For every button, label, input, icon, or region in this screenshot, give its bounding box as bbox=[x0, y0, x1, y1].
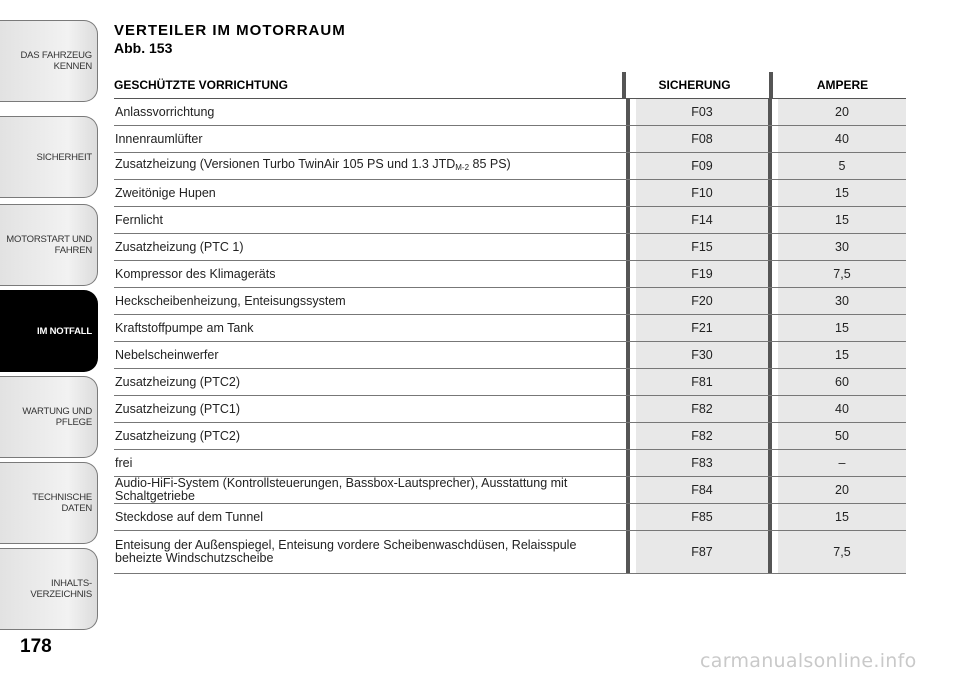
table-row bbox=[114, 504, 906, 531]
cell-ampere: 40 bbox=[778, 126, 906, 152]
tab-im-notfall[interactable]: IM NOTFALL bbox=[0, 290, 98, 372]
column-divider bbox=[768, 477, 772, 503]
cell-device: Zusatzheizung (PTC2) bbox=[115, 374, 241, 389]
column-divider bbox=[768, 234, 772, 260]
table-row bbox=[114, 99, 906, 126]
cell-ampere: 15 bbox=[778, 342, 906, 368]
cell-ampere: 15 bbox=[778, 207, 906, 233]
cell-fuse: F03 bbox=[636, 99, 768, 125]
fuse-table bbox=[114, 72, 906, 574]
tab-sicherheit[interactable]: SICHERHEIT bbox=[0, 116, 98, 198]
table-row bbox=[114, 342, 906, 369]
table-row bbox=[114, 261, 906, 288]
cell-device: Zweitönige Hupen bbox=[115, 185, 216, 200]
cell-device: Zusatzheizung (PTC2) bbox=[115, 428, 241, 443]
column-divider bbox=[626, 396, 630, 422]
cell-ampere: 15 bbox=[778, 315, 906, 341]
cell-fuse: F82 bbox=[636, 423, 768, 449]
cell-fuse: F85 bbox=[636, 504, 768, 530]
tab-technische-daten[interactable]: TECHNISCHE DATEN bbox=[0, 462, 98, 544]
column-divider bbox=[626, 315, 630, 341]
table-row bbox=[114, 477, 906, 504]
cell-device: Nebelscheinwerfer bbox=[115, 347, 219, 362]
cell-ampere: 40 bbox=[778, 396, 906, 422]
page-number: 178 bbox=[20, 636, 52, 657]
cell-device: Audio-HiFi-System (Kontrollsteuerungen, Bassbox-Lautsprecher), Ausstattung mit Schaltgetriebe bbox=[115, 476, 568, 503]
column-divider bbox=[626, 423, 630, 449]
table-row bbox=[114, 207, 906, 234]
column-divider bbox=[768, 450, 772, 476]
cell-device: Steckdose auf dem Tunnel bbox=[115, 509, 264, 524]
table-row bbox=[114, 180, 906, 207]
table-row bbox=[114, 423, 906, 450]
cell-fuse: F20 bbox=[636, 288, 768, 314]
cell-fuse: F83 bbox=[636, 450, 768, 476]
figure-reference: Abb. 153 bbox=[114, 40, 173, 56]
cell-ampere: 30 bbox=[778, 234, 906, 260]
header-device: GESCHÜTZTE VORRICHTUNG bbox=[114, 78, 288, 92]
cell-fuse: F10 bbox=[636, 180, 768, 206]
column-divider bbox=[768, 423, 772, 449]
column-divider bbox=[768, 288, 772, 314]
cell-ampere: 20 bbox=[778, 99, 906, 125]
chapter-sidebar bbox=[0, 0, 100, 640]
cell-fuse: F21 bbox=[636, 315, 768, 341]
cell-fuse: F84 bbox=[636, 477, 768, 503]
cell-ampere: 50 bbox=[778, 423, 906, 449]
cell-fuse: F81 bbox=[636, 369, 768, 395]
column-divider bbox=[768, 531, 772, 573]
table-row bbox=[114, 153, 906, 180]
column-divider bbox=[626, 477, 630, 503]
cell-device: Zusatzheizung (PTC1) bbox=[115, 401, 241, 416]
table-body bbox=[114, 99, 906, 574]
cell-fuse: F82 bbox=[636, 396, 768, 422]
cell-fuse: F30 bbox=[636, 342, 768, 368]
column-divider bbox=[626, 342, 630, 368]
watermark: carmanualsonline.info bbox=[700, 650, 917, 672]
column-divider bbox=[768, 504, 772, 530]
column-divider bbox=[768, 99, 772, 125]
column-divider bbox=[769, 72, 773, 98]
column-divider bbox=[768, 207, 772, 233]
cell-fuse: F08 bbox=[636, 126, 768, 152]
cell-device: Enteisung der Außenspiegel, Enteisung vordere Scheibenwaschdüsen, Relaisspule beheizte Windschutzscheibe bbox=[115, 538, 577, 565]
column-divider bbox=[626, 369, 630, 395]
table-row bbox=[114, 369, 906, 396]
tab-inhaltsverzeichnis[interactable]: INHALTS- VERZEICHNIS bbox=[0, 548, 98, 630]
column-divider bbox=[768, 369, 772, 395]
table-row bbox=[114, 234, 906, 261]
tab-das-fahrzeug-kennen[interactable]: DAS FAHRZEUG KENNEN bbox=[0, 20, 98, 102]
cell-device: Innenraumlüfter bbox=[115, 131, 203, 146]
table-row bbox=[114, 450, 906, 477]
cell-device: Heckscheibenheizung, Enteisungssystem bbox=[115, 293, 346, 308]
column-divider bbox=[626, 153, 630, 179]
cell-ampere: 30 bbox=[778, 288, 906, 314]
cell-fuse: F19 bbox=[636, 261, 768, 287]
table-header bbox=[114, 72, 906, 99]
header-ampere: AMPERE bbox=[816, 78, 869, 92]
table-row bbox=[114, 315, 906, 342]
column-divider bbox=[768, 396, 772, 422]
column-divider bbox=[626, 99, 630, 125]
cell-fuse: F09 bbox=[636, 153, 768, 179]
cell-device: frei bbox=[115, 455, 133, 470]
cell-device: Zusatzheizung (PTC 1) bbox=[115, 239, 244, 254]
cell-device: Kraftstoffpumpe am Tank bbox=[115, 320, 254, 335]
cell-device: Fernlicht bbox=[115, 212, 163, 227]
column-divider bbox=[626, 207, 630, 233]
column-divider bbox=[768, 315, 772, 341]
column-divider bbox=[768, 153, 772, 179]
cell-fuse: F87 bbox=[636, 531, 768, 573]
section-title: VERTEILER IM MOTORRAUM bbox=[114, 22, 346, 39]
column-divider bbox=[768, 126, 772, 152]
cell-ampere: 60 bbox=[778, 369, 906, 395]
column-divider bbox=[626, 504, 630, 530]
table-row bbox=[114, 288, 906, 315]
column-divider bbox=[768, 180, 772, 206]
cell-fuse: F15 bbox=[636, 234, 768, 260]
column-divider bbox=[626, 126, 630, 152]
table-row bbox=[114, 396, 906, 423]
column-divider bbox=[768, 342, 772, 368]
column-divider bbox=[626, 288, 630, 314]
column-divider bbox=[626, 531, 630, 573]
cell-ampere: 15 bbox=[778, 180, 906, 206]
column-divider bbox=[626, 180, 630, 206]
cell-ampere: 20 bbox=[778, 477, 906, 503]
cell-ampere: 7,5 bbox=[778, 261, 906, 287]
tab-wartung-und-pflege[interactable]: WARTUNG UND PFLEGE bbox=[0, 376, 98, 458]
cell-ampere: 5 bbox=[778, 153, 906, 179]
column-divider bbox=[626, 234, 630, 260]
tab-motorstart-und-fahren[interactable]: MOTORSTART UND FAHREN bbox=[0, 204, 98, 286]
header-fuse: SICHERUNG bbox=[658, 78, 731, 92]
cell-device: Kompressor des Klimageräts bbox=[115, 266, 276, 281]
cell-device: Zusatzheizung (Versionen Turbo TwinAir 105 PS und 1.3 $JTD_{M-2}$ 85 PS) bbox=[115, 157, 511, 172]
table-row bbox=[114, 126, 906, 153]
cell-device: Anlassvorrichtung bbox=[115, 104, 215, 119]
column-divider bbox=[768, 261, 772, 287]
column-divider bbox=[626, 450, 630, 476]
cell-ampere: – bbox=[778, 450, 906, 476]
cell-ampere: 15 bbox=[778, 504, 906, 530]
cell-ampere: 7,5 bbox=[778, 531, 906, 573]
column-divider bbox=[626, 261, 630, 287]
cell-fuse: F14 bbox=[636, 207, 768, 233]
table-row bbox=[114, 531, 906, 574]
